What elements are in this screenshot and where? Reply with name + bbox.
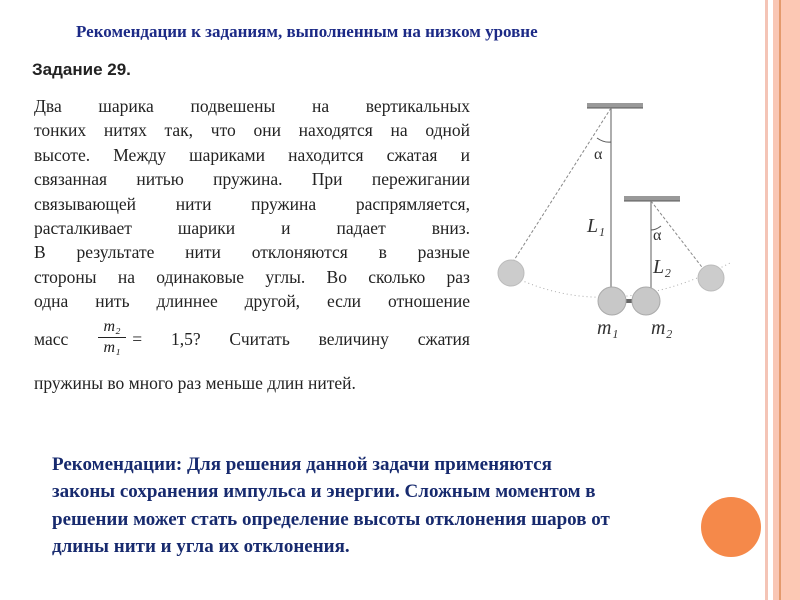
L1-label: L₁: [587, 215, 606, 237]
ball-m2: [632, 287, 660, 315]
recommendation-line: решении может стать определение высоты отклонения шаров от: [52, 508, 610, 530]
task-line: связанная нитью пружина. При пережигании: [34, 169, 470, 190]
task-line: высоте. Между шариками находится сжатая и: [34, 144, 470, 165]
ball-right-deflected: [698, 265, 724, 291]
mass-rest: = 1,5? Считать величину сжатия: [132, 329, 470, 349]
task-line: тонких нитях так, что они находятся на одной: [34, 120, 470, 141]
task-heading: Задание 29.: [32, 60, 131, 79]
task-line: Два шарика подвешены на вертикальных: [34, 96, 470, 116]
alpha-label-1: α: [594, 146, 603, 163]
m1-label: m₁: [597, 317, 619, 339]
denominator: m₁: [103, 339, 121, 356]
mass-prefix: масс: [34, 329, 69, 349]
ball-m1: [598, 287, 626, 315]
m2-label: m₂: [651, 317, 673, 339]
recommendation-line: Рекомендации: Для решения данной задачи применяются: [52, 454, 552, 475]
task-line: стороны на одинаковые углы. Во сколько раз: [34, 266, 470, 287]
ceiling-mount-1: [587, 103, 643, 108]
task-last-line: пружины во много раз меньше длин нитей.: [34, 373, 356, 393]
task-line: связывающей нити пружина распрямляется,: [34, 193, 470, 214]
deflected-thread-1: [511, 108, 611, 265]
task-line: расталкивает шарики и падает вниз.: [34, 218, 470, 238]
slide-title: Рекомендации к заданиям, выполненным на низком уровне: [76, 22, 538, 41]
numerator: m₂: [103, 318, 121, 335]
pendulum-diagram: [490, 95, 750, 345]
recommendation-line: длины нити и угла их отклонения.: [52, 535, 350, 557]
angle-arc-1: [597, 138, 611, 142]
recommendation-line: законы сохранения импульса и энергии. Сложным моментом в: [52, 481, 596, 503]
ceiling-mount-2: [624, 196, 680, 201]
alpha-label-2: α: [653, 227, 662, 244]
task-line: одна нить длиннее другой, если отношение: [34, 291, 470, 312]
decorative-circle: [701, 497, 761, 557]
mass-ratio-fraction: [98, 318, 126, 357]
L2-label: L₂: [653, 256, 672, 278]
ball-left-deflected: [498, 260, 524, 286]
task-line: В результате нити отклоняются в разные: [34, 242, 470, 263]
